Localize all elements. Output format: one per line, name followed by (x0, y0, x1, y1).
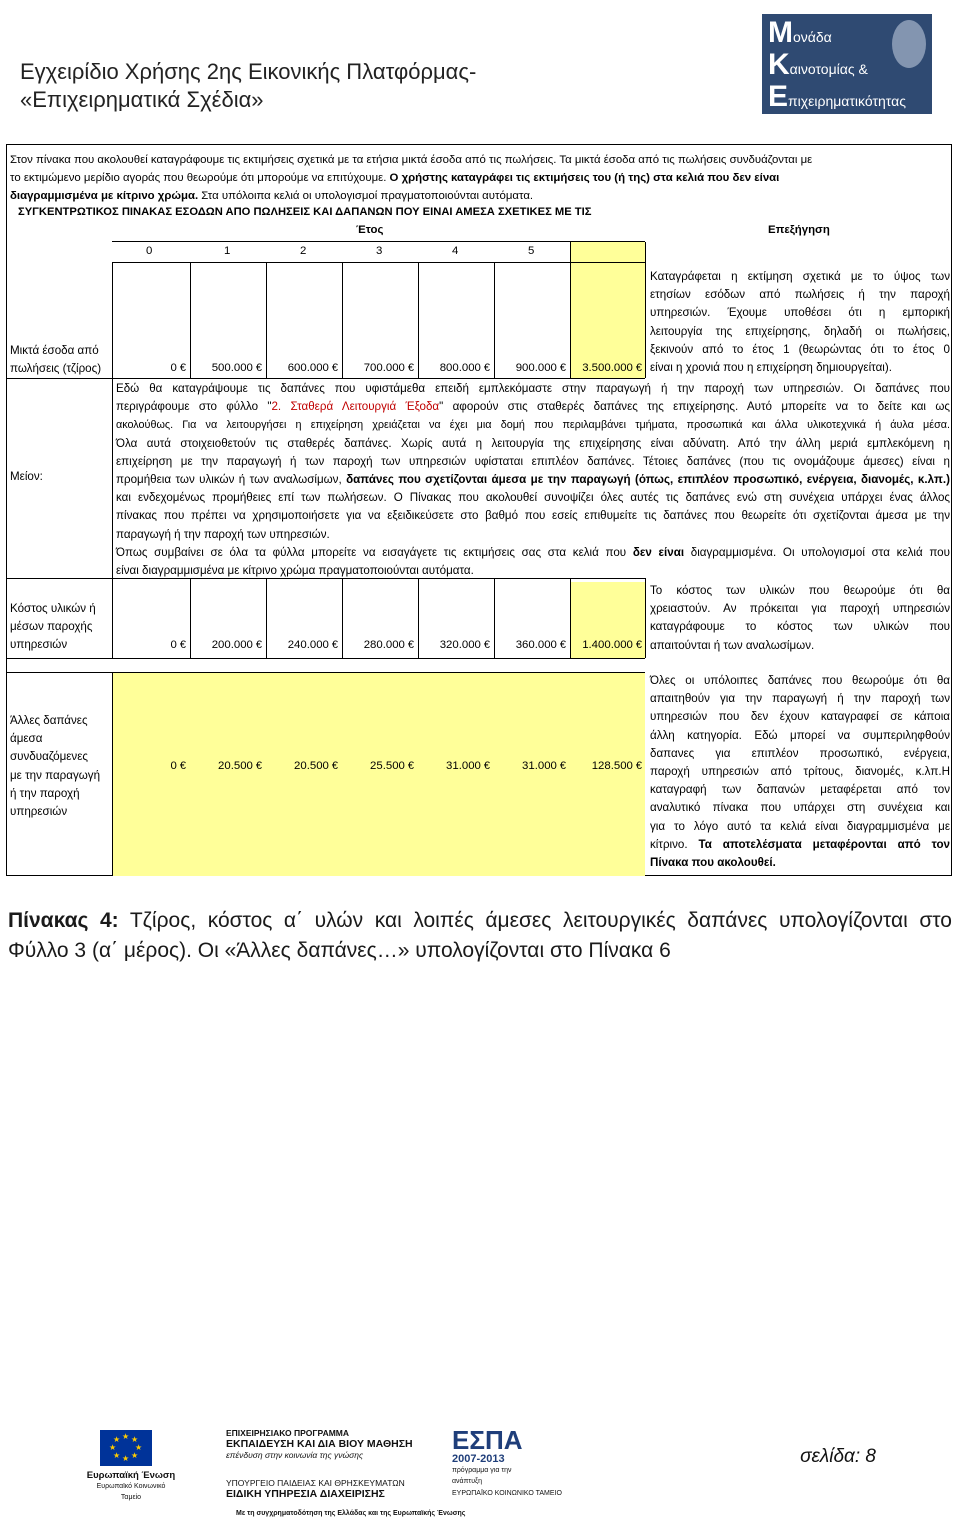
explanation-header: Επεξήγηση (768, 224, 830, 236)
revenue-year-2: 600.000 € (287, 362, 338, 374)
table-caption: Πίνακας 4: Τζίρος, κόστος α΄ υλών και λοιπές άμεσες λειτουργικές δαπάνες υπολογίζονται στο Φύλλο 3 (α΄ μέρος). Οι «Άλλες δαπάνες…» υπολογίζονται στο Πίνακα 6 (8, 909, 952, 962)
materials-explanation: Το κόστος των υλικών που θεωρούμε ότι θα χρειαστούν. Αν πρόκειται για παροχή υπηρεσιών καταγράφουμε το κόστος των υλικών που απαιτούνται ή των αναλωσίμων. (650, 584, 950, 652)
revenue-year-4: 800.000 € (439, 362, 490, 374)
title-line-2: «Επιχειρηματικά Σχέδια» (20, 87, 264, 112)
other-year-5: 31.000 € (522, 760, 566, 772)
intro-line-1: Στον πίνακα που ακολουθεί καταγράφουμε τις εκτιμήσεις σχετικά με τα ετήσια μικτά έσοδα από τις πωλήσεις. Τα μικτά έσοδα από τις πωλήσεις συνδυάζονται με (10, 154, 813, 166)
revenue-total: 3.500.000 € (582, 362, 642, 374)
rabbit-figure-icon (892, 20, 926, 68)
year-3: 3 (376, 245, 383, 257)
revenue-year-5: 900.000 € (515, 362, 566, 374)
materials-year-0: 0 € (170, 639, 186, 651)
page-number: σελίδα: 8 (800, 1446, 876, 1467)
revenue-year-0: 0 € (170, 362, 186, 374)
year-1: 1 (224, 245, 231, 257)
materials-total: 1.400.000 € (582, 639, 642, 651)
years-row (112, 242, 645, 262)
other-year-3: 25.500 € (370, 760, 414, 772)
year-header: Έτος (356, 224, 384, 236)
title-line-1: Εγχειρίδιο Χρήσης 2ης Εικονικής Πλατφόρμας- (20, 59, 477, 84)
minus-label: Μείον: (10, 470, 43, 483)
year-4: 4 (452, 245, 459, 257)
revenue-year-1: 500.000 € (211, 362, 262, 374)
materials-label: Κόστος υλικών ή μέσων παροχής υπηρεσιών (10, 602, 96, 652)
year-0: 0 (146, 245, 153, 257)
materials-year-4: 320.000 € (439, 639, 490, 651)
revenue-year-3: 700.000 € (363, 362, 414, 374)
table-title: ΣΥΓΚΕΝΤΡΩΤΙΚΟΣ ΠΙΝΑΚΑΣ ΕΣΟΔΩΝ ΑΠΟ ΠΩΛΗΣΕΙΣ ΚΑΙ ΔΑΠΑΝΩΝ ΠΟΥ ΕΙΝΑΙ ΑΜΕΣΑ ΣΧΕΤΙΚΕΣ ΜΕ ΤΙΣ (18, 206, 592, 218)
materials-year-5: 360.000 € (515, 639, 566, 651)
document-title (20, 58, 720, 114)
innovation-unit-logo: Μονάδα Καινοτομίας & Επιχειρηματικότητας (762, 14, 932, 114)
other-costs-highlight (112, 672, 645, 876)
other-year-2: 20.500 € (294, 760, 338, 772)
revenue-explanation: Καταγράφεται η εκτίμηση σχετικά με το ύψος των ετησίων εσόδων από πωλήσεις ή την παροχή υπηρεσιών. Έχουμε υποθέσει ότι η εμπορική λειτουργία της επιχείρησης, δηλαδή οι πωλήσεις, ξεκινούν από το έτος 1 (θεωρώντας ότι το έτος 0 είναι η χρονιά που η επιχείρηση δημιουργείται). (650, 270, 950, 375)
other-year-1: 20.500 € (218, 760, 262, 772)
minus-explanation: Εδώ θα καταγράψουμε τις δαπάνες που υφιστάμεθα επειδή εμπλεκόμαστε στην παραγωγή ή την παροχή των υπηρεσιών. Οι δαπάνες που περιγράφουμε στο φύλλο "2. Σταθερά Λειτουργιά Έξοδα" αφορούν στις σταθερές δαπάνες της επιχείρησης. Αυτό μπορείτε να το δείτε και ως ακολούθως. Για να λειτουργήσει η επιχείρηση χρειάζεται να έχει μια δομή που περιλαμβάνει τμήματα, προσωπικά και άλλα υλικοτεχνικά ή άυλα μέσα. Όλα αυτά στοιχειοθετούν τις σταθερές δαπάνες. Χωρίς αυτά η λειτουργία της επιχείρησης είναι αδύνατη. Από την άλλη μεριά εμπλεκόμενη η επιχείρηση με την παραγωγή ή των παροχή των υπηρεσιών υφίσταται επιπλέον δαπάνες. Τέτοιες δαπάνες (που τις ονομάζουμε άμεσες) είναι η προμήθεια των υλικών ή των αναλωσίμων, δαπάνες που σχετίζονται άμεσα με την παραγωγή (όπως, επιπλέον προσωπικό, ενέργεια, διανομές, κ.λπ.) και ενδεχομένως προμήθειες επί των πωλήσεων. Ο Πίνακας που ακολουθεί συνοψίζει όλες αυτές τις δαπάνες ενώ στη συνέχεια υπάρχει ένας άλλος πίνακας που πρέπει να χρησιμοποιήσετε για να εξειδικεύσετε στο βαθμό που εσείς επιθυμείτε τις δαπάνες που θεωρείτε ότι σχετίζονται άμεσα με την παραγωγή ή την παροχή των υπηρεσιών. Όπως συμβαίνει σε όλα τα φύλλα μπορείτε να εισαγάγετε τις εκτιμήσεις σας στα κελιά που δεν είναι διαγραμμισμένα. Οι υπολογισμοί στα κελιά που είναι διαγραμμισμένα με κίτρινο χρώμα πραγματοποιούνται αυτόματα. (116, 382, 950, 578)
other-costs-explanation: Όλες οι υπόλοιπες δαπάνες που θεωρούμε ότι θα απαιτηθούν για την παραγωγή ή την παροχή των υπηρεσιών που δεν έχουν καταγραφεί σε κάποια άλλη κατηγορία. Εδώ μπορεί να συμπεριληφθούν δαπανες για επιπλέον προσωπικό, ενέργεια, παροχή υπηρεσιών από τρίτους, διανομές, κ.λπ.Η καταγραφή των δαπανών μεταφέρεται από τον αναλυτικό πίνακα που υπάρχει στη συνέχεια και για το λόγο αυτό τα κελιά είναι διαγραμμισμένα με κίτρινο. Τα αποτελέσματα μεταφέρονται από τον Πίνακα που ακολουθεί. (650, 674, 950, 870)
intro-line-2: το εκτιμώμενο μερίδιο αγοράς που θεωρούμε ότι μπορούμε να επιτύχουμε. Ο χρήστης καταγράφει τις εκτιμήσεις του (ή της) στα κελιά που δεν είναι (10, 172, 780, 184)
year-2: 2 (300, 245, 307, 257)
other-total: 128.500 € (591, 760, 642, 772)
footer-logos: ★ ★ ★ ★ ★ ★ ★ ★ Ευρωπαϊκή Ένωση Ευρωπαϊκό Κοινωνικό Ταμείο ΕΠΙΧΕΙΡΗΣΙΑΚΟ ΠΡΟΓΡΑΜΜΑ ΕΚΠΑΙΔΕΥΣΗ ΚΑΙ ΔΙΑ ΒΙΟΥ ΜΑΘΗΣΗ επένδυση στην κοινωνία της γνώσης ΥΠΟΥΡΓΕΙΟ ΠΑΙΔΕΙΑΣ ΚΑΙ ΘΡΗΣΚΕΥΜΑΤΩΝ ΕΙΔΙΚΗ ΥΠΗΡΕΣΙΑ ΔΙΑΧΕΙΡΙΣΗΣ ΕΣΠΑ 2007-2013 πρόγραμμα για την ανάπτυξη ΕΥΡΩΠΑΪΚΟ ΚΟΙΝΩΝΙΚΟ ΤΑΜΕΙΟ Με τη συγχρηματοδότηση της Ελλάδας και της Ευρωπαϊκής Ένωσης σελίδα: 8 (86, 1425, 876, 1517)
year-5: 5 (528, 245, 535, 257)
revenue-label: Μικτά έσοδα από πωλήσεις (τζίρος) (10, 344, 102, 376)
other-costs-label: Άλλες δαπάνες άμεσα συνδυαζόμενες με την παραγωγή ή την παροχή υπηρεσιών (10, 714, 101, 819)
eu-flag-icon: ★ ★ ★ ★ ★ ★ ★ ★ (100, 1430, 152, 1466)
other-year-0: 0 € (170, 760, 186, 772)
other-year-4: 31.000 € (446, 760, 490, 772)
materials-year-1: 200.000 € (211, 639, 262, 651)
materials-year-2: 240.000 € (287, 639, 338, 651)
materials-year-3: 280.000 € (363, 639, 414, 651)
intro-line-3: διαγραμμισμένα με κίτρινο χρώμα. Στα υπόλοιπα κελιά οι υπολογισμοί πραγματοποιούνται αυτόματα. (10, 190, 534, 202)
